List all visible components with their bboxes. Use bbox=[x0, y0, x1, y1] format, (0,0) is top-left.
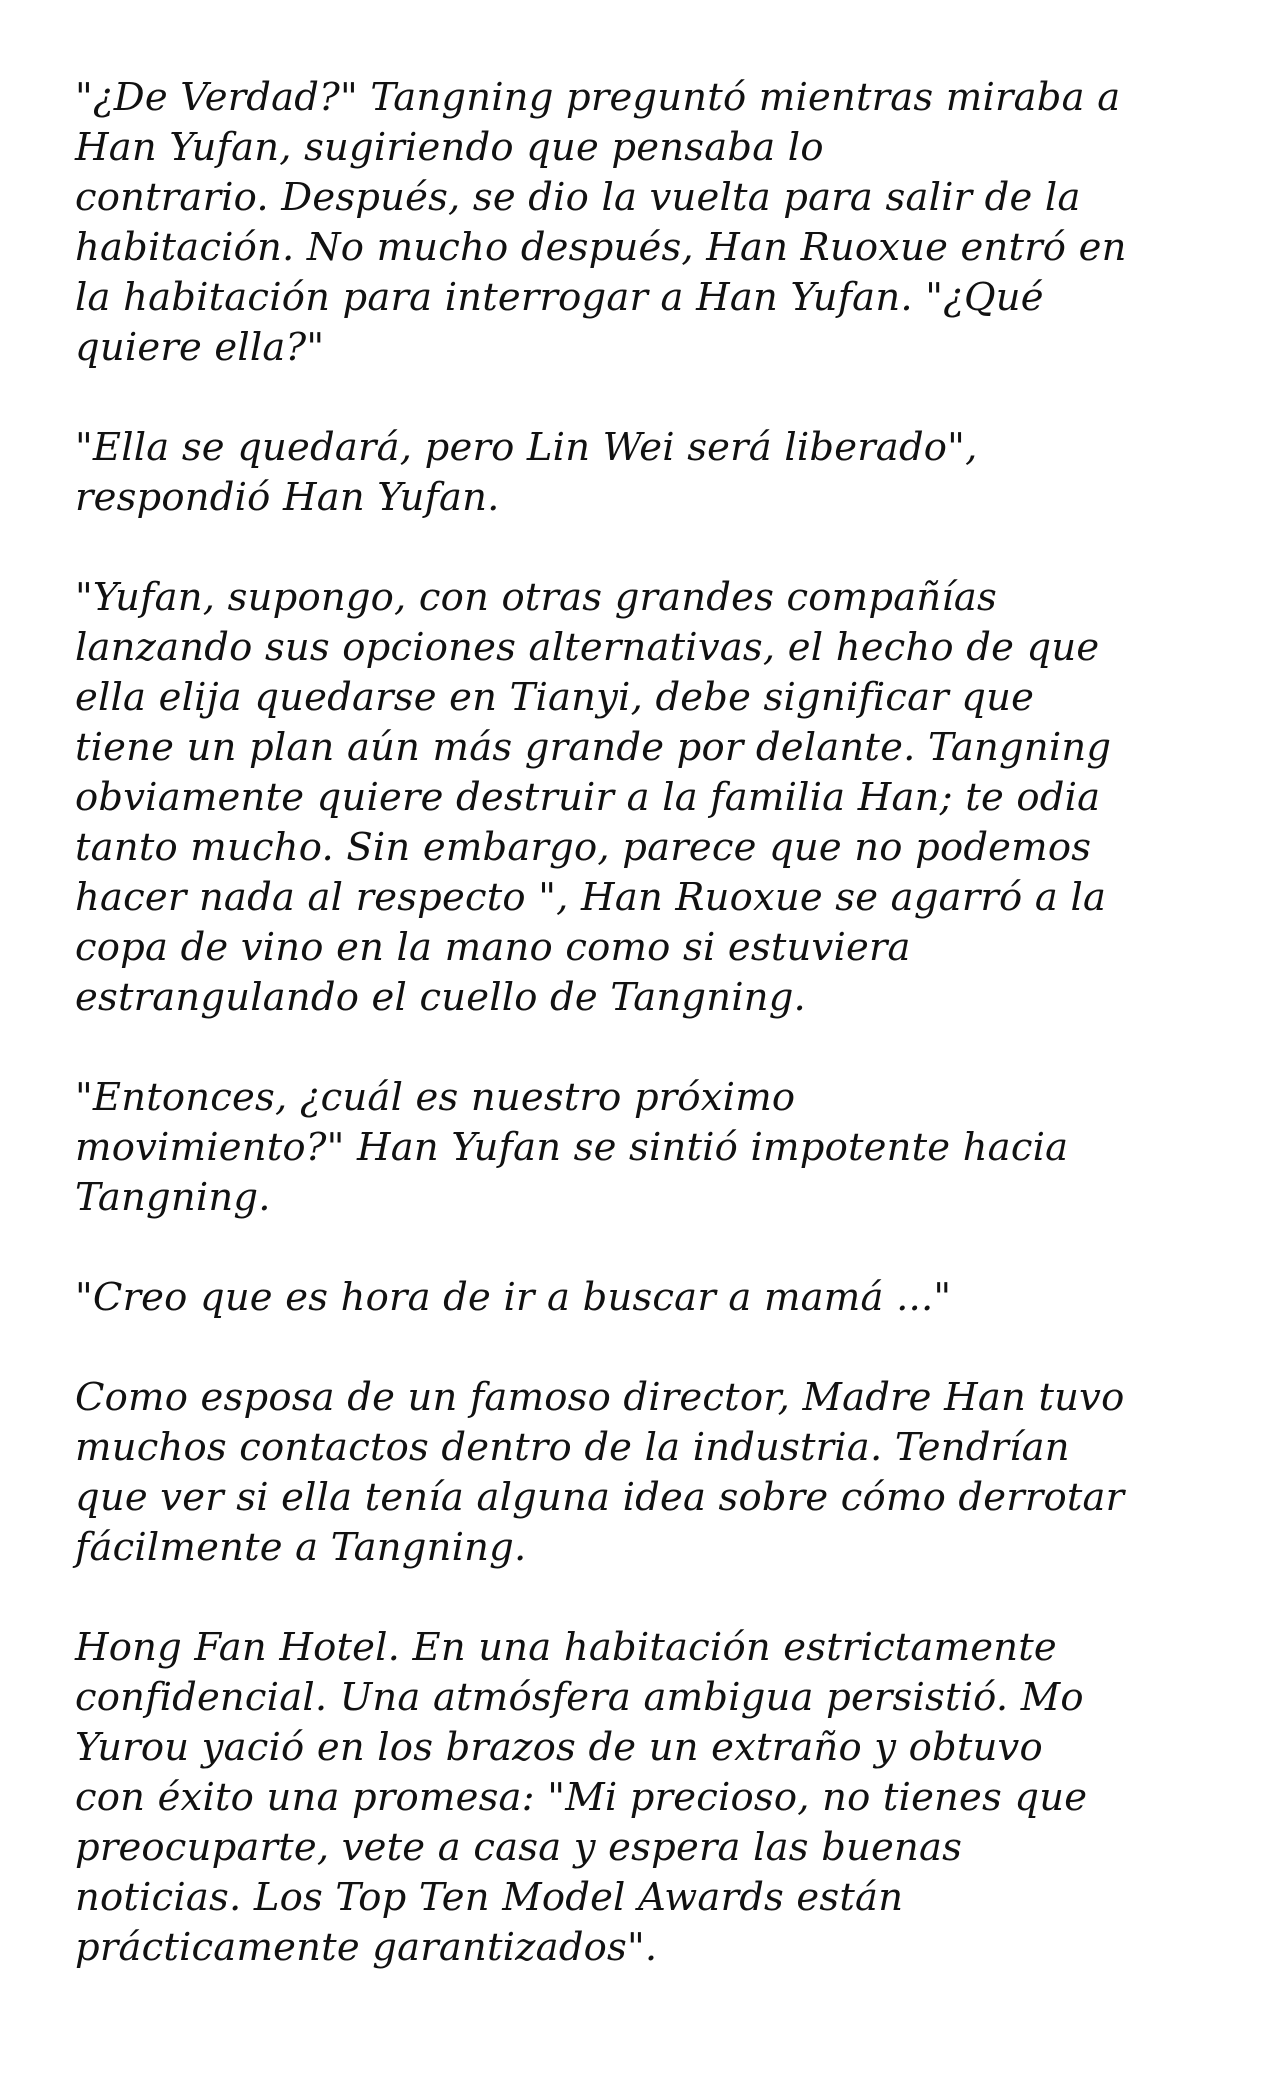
text-line: lanzando sus opciones alternativas, el hecho de que bbox=[75, 625, 1100, 670]
text-line: noticias. Los Top Ten Model Awards están bbox=[75, 1875, 904, 1920]
paragraph bbox=[75, 573, 1215, 1023]
text-line: Hong Fan Hotel. En una habitación estrictamente bbox=[75, 1625, 1057, 1670]
paragraph bbox=[75, 73, 1215, 373]
text-line: Tangning. bbox=[75, 1175, 271, 1220]
text-line: Yurou yació en los brazos de un extraño y obtuvo bbox=[75, 1725, 1043, 1770]
text-line: preocuparte, vete a casa y espera las buenas bbox=[75, 1825, 963, 1870]
text-line: "Ella se quedará, pero Lin Wei será liberado", bbox=[75, 425, 978, 470]
text-line: muchos contactos dentro de la industria. Tendrían bbox=[75, 1425, 1070, 1470]
text-line: Como esposa de un famoso director, Madre Han tuvo bbox=[75, 1375, 1125, 1420]
text-line: copa de vino en la mano como si estuviera bbox=[75, 925, 911, 970]
text-line: que ver si ella tenía alguna idea sobre cómo derrotar bbox=[75, 1475, 1125, 1520]
text-line: "Yufan, supongo, con otras grandes compañías bbox=[75, 575, 997, 620]
text-line: tanto mucho. Sin embargo, parece que no podemos bbox=[75, 825, 1092, 870]
paragraph bbox=[75, 1623, 1215, 1973]
text-line: estrangulando el cuello de Tangning. bbox=[75, 975, 806, 1020]
text-line: la habitación para interrogar a Han Yufan. "¿Qué bbox=[75, 275, 1044, 320]
story-text bbox=[75, 73, 1215, 2023]
text-line: quiere ella?" bbox=[75, 325, 325, 370]
text-line: movimiento?" Han Yufan se sintió impotente hacia bbox=[75, 1125, 1069, 1170]
text-line: hacer nada al respecto ", Han Ruoxue se agarró a la bbox=[75, 875, 1107, 920]
text-line: con éxito una promesa: "Mi precioso, no tienes que bbox=[75, 1775, 1088, 1820]
text-line: tiene un plan aún más grande por delante. Tangning bbox=[75, 725, 1112, 770]
text-line: prácticamente garantizados". bbox=[75, 1925, 658, 1970]
text-line: Han Yufan, sugiriendo que pensaba lo bbox=[75, 125, 824, 170]
text-line: "Creo que es hora de ir a buscar a mamá ..." bbox=[75, 1275, 952, 1320]
text-line: respondió Han Yufan. bbox=[75, 475, 500, 520]
text-line: habitación. No mucho después, Han Ruoxue entró en bbox=[75, 225, 1127, 270]
text-line: obviamente quiere destruir a la familia Han; te odia bbox=[75, 775, 1101, 820]
text-line: "¿De Verdad?" Tangning preguntó mientras miraba a bbox=[75, 75, 1121, 120]
paragraph bbox=[75, 423, 1215, 523]
text-line: "Entonces, ¿cuál es nuestro próximo bbox=[75, 1075, 796, 1120]
text-line: contrario. Después, se dio la vuelta para salir de la bbox=[75, 175, 1081, 220]
text-line: fácilmente a Tangning. bbox=[75, 1525, 527, 1570]
paragraph bbox=[75, 1073, 1215, 1223]
paragraph bbox=[75, 1273, 1215, 1323]
text-line: ella elija quedarse en Tianyi, debe significar que bbox=[75, 675, 1035, 720]
text-line: confidencial. Una atmósfera ambigua persistió. Mo bbox=[75, 1675, 1084, 1720]
paragraph bbox=[75, 1373, 1215, 1573]
